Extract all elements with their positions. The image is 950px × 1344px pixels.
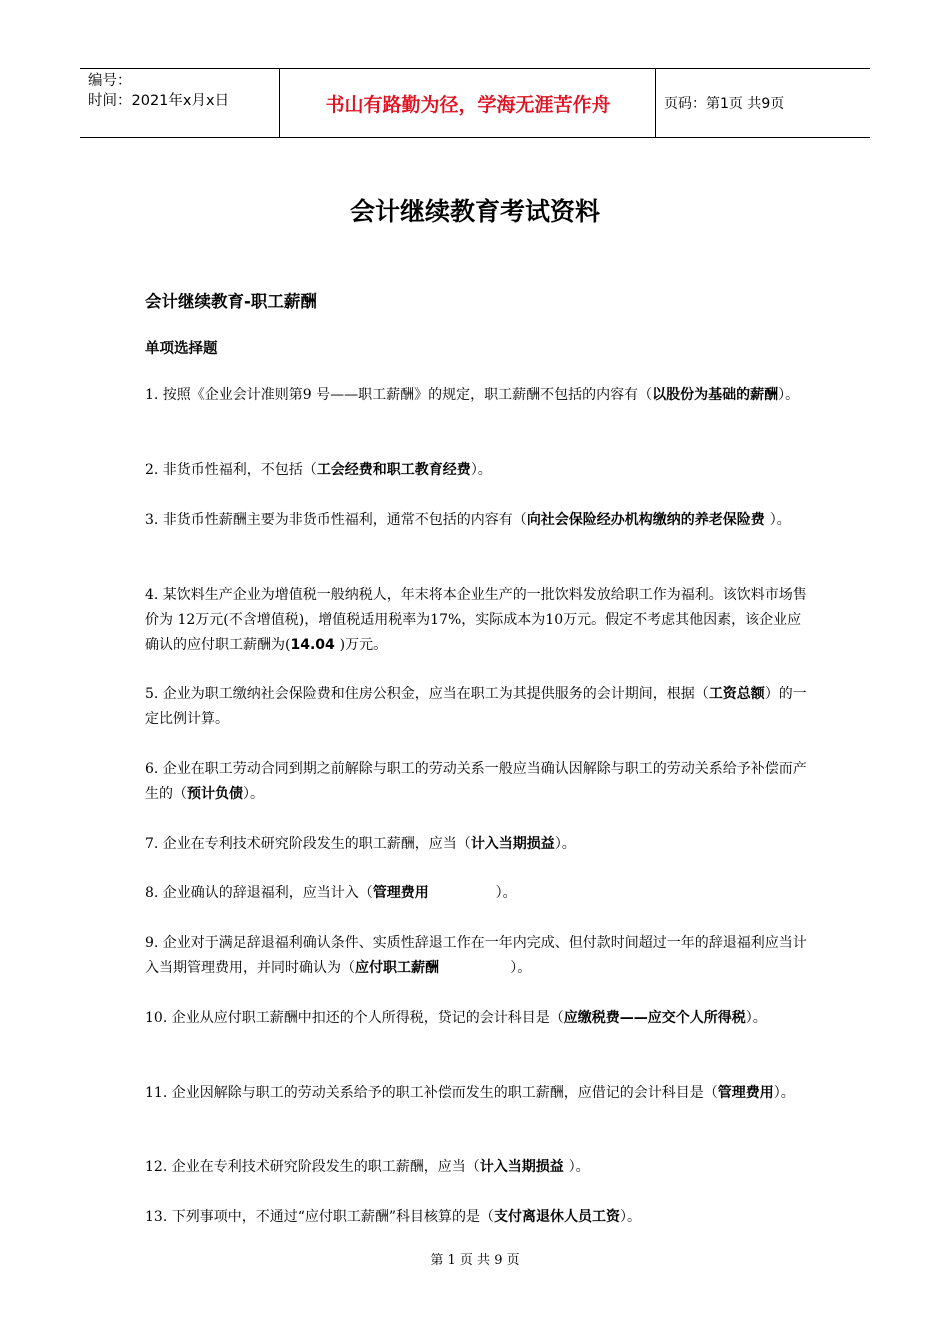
document-title: 会计继续教育考试资料 (349, 197, 600, 226)
answer-text: 支付离退休人员工资 (494, 1209, 621, 1225)
question-item: 12. 企业在专利技术研究阶段发生的职工薪酬，应当（计入当期损益 ）。 (145, 1159, 590, 1175)
header-meta (80, 69, 280, 137)
question-item: 11. 企业因解除与职工的劳动关系给予的职工补偿而发生的职工薪酬，应借记的会计科目是（管理费用）。 (145, 1085, 795, 1101)
answer-text: 应缴税费——应交个人所得税 (563, 1010, 746, 1026)
question-item: 1. 按照《企业会计准则第9 号——职工薪酬》的规定，职工薪酬不包括的内容有（以股份为基础的薪酬）。 (145, 387, 800, 403)
answer-text: 预计负债 (187, 786, 243, 802)
answer-text: 14.04 (290, 637, 340, 653)
question-item: 7. 企业在专利技术研究阶段发生的职工薪酬，应当（计入当期损益）。 (145, 836, 576, 852)
answer-text: 以股份为基础的薪酬 (652, 387, 779, 403)
question-item: 13. 下列事项中，不通过“应付职工薪酬”科目核算的是（支付离退休人员工资）。 (145, 1209, 642, 1225)
question-item: 10. 企业从应付职工薪酬中扣还的个人所得税，贷记的会计科目是（应缴税费——应交个人所得税）。 (145, 1010, 767, 1026)
question-item: 2. 非货币性福利，不包括（工会经费和职工教育经费）。 (145, 462, 492, 478)
answer-text: 应付职工薪酬 (355, 960, 439, 976)
answer-text: 管理费用 (372, 885, 429, 901)
question-item: 8. 企业确认的辞退福利，应当计入（管理费用 ）。 (145, 885, 517, 901)
header-page-info: 页码：第1页 共9页 (664, 96, 785, 112)
number-label: 编号： (88, 73, 132, 89)
question-item: 9. 企业对于满足辞退福利确认条件、实质性辞退工作在一年内完成、但付款时间超过一年的辞退福利应当计入当期管理费用，并同时确认为（应付职工薪酬 ）。 (145, 935, 807, 976)
question-item: 3. 非货币性薪酬主要为非货币性福利，通常不包括的内容有（向社会保险经办机构缴纳的养老保险费 ）。 (145, 512, 791, 528)
header-motto: 书山有路勤为径，学海无涯苦作舟 (281, 69, 656, 137)
answer-text: 计入当期损益 (479, 1159, 569, 1175)
section-heading: 单项选择题 (145, 341, 218, 357)
answer-text: 工资总额 (708, 686, 765, 702)
answer-text: 工会经费和职工教育经费 (316, 462, 471, 478)
question-item: 5. 企业为职工缴纳社会保险费和住房公积金，应当在职工为其提供服务的会计期间，根据（工资总额）的一定比例计算。 (145, 686, 807, 727)
document-subtitle: 会计继续教育-职工薪酬 (145, 292, 317, 311)
answer-text: 管理费用 (717, 1085, 774, 1101)
answer-text: 向社会保险经办机构缴纳的养老保险费 (526, 512, 770, 528)
page-header (80, 68, 870, 138)
date-label: 时间：2021年x月x日 (88, 93, 230, 109)
question-item: 6. 企业在职工劳动合同到期之前解除与职工的劳动关系一般应当确认因解除与职工的劳动关系给予补偿而产生的（预计负债）。 (145, 761, 807, 802)
page-footer: 第 1 页 共 9 页 (430, 1253, 520, 1268)
answer-text: 计入当期损益 (470, 836, 555, 852)
question-item: 4. 某饮料生产企业为增值税一般纳税人，年末将本企业生产的一批饮料发放给职工作为福利。该饮料市场售价为 12万元(不含增值税)，增值税适用税率为17%，实际成本为10万元。假定不考虑其他因素，该企业应确认的应付职工薪酬为(14.04 )万元。 (145, 587, 807, 653)
